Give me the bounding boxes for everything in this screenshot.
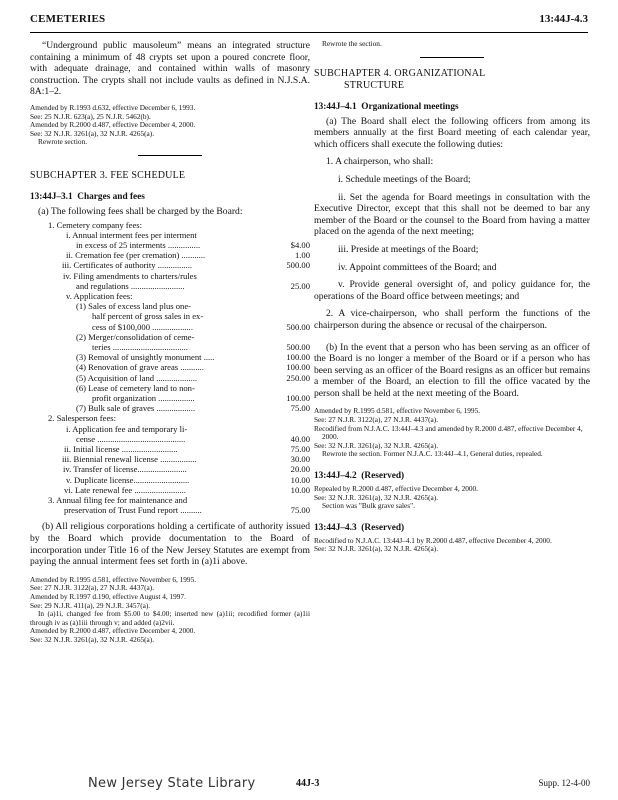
duty-item: v. Provide general oversight of, and policy guidance for, the operations of the Board office between meetings; and <box>314 279 590 302</box>
fee-label: cense ......................................... <box>76 433 186 444</box>
section-heading <box>314 523 590 533</box>
duty-item: iii. Preside at meetings of the Board; <box>338 243 479 255</box>
fee-row <box>30 271 310 281</box>
fee-label: (6) Lease of cemetery land to non- <box>76 382 195 393</box>
history-line: Repealed by R.2000 d.487, effective December 4, 2000. <box>314 484 478 494</box>
fee-label: i. Application fee and temporary li- <box>66 423 188 434</box>
fee-row <box>30 424 310 434</box>
history-line: Amended by R.1997 d.190, effective August 4, 1997. <box>30 591 186 601</box>
right-column <box>314 40 590 554</box>
fee-label: ii. Cremation fee (per cremation) ........... <box>66 250 206 261</box>
duty-item: i. Schedule meetings of the Board; <box>338 173 471 185</box>
section-number: 13:44J–3.1 <box>30 191 73 202</box>
fee-amount <box>280 271 310 281</box>
fee-row <box>30 362 310 372</box>
history-line: Recodified from N.J.A.C. 13:44J–4.3 and amended by R.2000 d.487, effective December 4, 2000. <box>314 423 583 442</box>
fee-label: 1. Cemetery company fees: <box>48 219 143 230</box>
fee-label: (4) Renovation of grave areas ........... <box>76 362 204 373</box>
history-note-1 <box>30 104 310 147</box>
fee-label: preservation of Trust Fund report .......... <box>64 505 202 516</box>
fee-row <box>30 403 310 413</box>
fee-row <box>30 495 310 505</box>
history-line: See: 32 N.J.R. 3261(a), 32 N.J.R. 4265(a). <box>314 544 439 554</box>
duty-list <box>314 156 590 331</box>
fee-row <box>30 322 310 332</box>
fee-label: (3) Removal of unsightly monument ..... <box>76 352 215 363</box>
fee-row <box>30 281 310 291</box>
history-line: Rewrote section. <box>38 137 88 147</box>
fee-row <box>30 220 310 230</box>
history-line: Section was "Bulk grave sales". <box>322 501 415 511</box>
fee-label: v. Application fees: <box>66 290 133 301</box>
history-note-2 <box>30 576 310 645</box>
fee-row <box>30 332 310 342</box>
fee-amount: 500.00 <box>286 341 310 352</box>
fee-schedule-list <box>30 220 310 516</box>
fee-amount: 75.00 <box>290 444 310 454</box>
history-line: See: 27 N.J.R. 3122(a), 27 N.J.R. 4437(a). <box>314 415 439 425</box>
top-note: Rewrote the section. <box>322 39 382 48</box>
history-line: Amended by R.1995 d.581, effective November 6, 1995. <box>30 574 197 584</box>
subchapter-line: SUBCHAPTER 4. ORGANIZATIONAL <box>314 67 486 79</box>
header-left: CEMETERIES <box>30 13 106 25</box>
fee-amount: 100.00 <box>286 392 310 403</box>
fee-row <box>30 505 310 515</box>
fee-row <box>30 434 310 444</box>
history-line: Amended by R.2000 d.487, effective December 4, 2000. <box>30 120 196 130</box>
paragraph-b: (b) All religious corporations holding a certificate of authority issued by the Board which provide documentation to the Board of incorporation under Title 16 of the New Jersey Statutes are exempt from paying the annual interment fees set forth in (a)1i above. <box>30 521 310 568</box>
fee-amount <box>280 291 310 301</box>
fee-amount: 75.00 <box>290 505 310 516</box>
fee-amount <box>280 230 310 240</box>
section-title: (Reserved) <box>361 522 405 533</box>
fee-row <box>30 485 310 495</box>
fee-row <box>30 260 310 270</box>
fee-label: i. Annual interment fees per interment <box>66 229 197 240</box>
divider <box>138 155 202 156</box>
page-footer <box>0 776 618 796</box>
fee-row <box>30 230 310 240</box>
history-line: Amended by R.2000 d.487, effective December 4, 2000. <box>30 626 196 636</box>
section-number: 13:44J–4.3 <box>314 522 357 533</box>
subchapter-line: STRUCTURE <box>344 79 405 91</box>
fee-row <box>30 475 310 485</box>
fee-label: iv. Filing amendments to charters/rules <box>63 270 197 281</box>
library-stamp: New Jersey State Library <box>88 776 256 791</box>
supplement-date: Supp. 12-4-00 <box>538 778 590 788</box>
fee-amount: 25.00 <box>290 280 310 291</box>
fee-amount: 500.00 <box>286 260 310 271</box>
fee-amount <box>280 424 310 434</box>
fee-row <box>30 301 310 311</box>
fee-amount: 250.00 <box>286 372 310 383</box>
fee-label: v. Duplicate license.......................... <box>66 474 190 485</box>
fee-amount <box>280 495 310 505</box>
fee-amount <box>280 301 310 311</box>
paragraph-a: (a) The Board shall elect the following officers from among its members annually at the first Board meeting of each calendar year, which officers shall execute the following duties: <box>314 115 590 150</box>
fee-label: (5) Acquisition of land ................... <box>76 372 198 383</box>
fee-row <box>30 311 310 321</box>
fee-label: 3. Annual filing fee for maintenance and <box>48 495 188 506</box>
history-line: See: 32 N.J.R. 3261(a), 32 N.J.R. 4265(a). <box>314 440 439 450</box>
fee-row <box>30 413 310 423</box>
fee-amount: 20.00 <box>290 464 310 475</box>
fee-label: vi. Late renewal fee ........................ <box>64 484 186 495</box>
fee-amount <box>280 220 310 230</box>
fee-amount: 500.00 <box>286 321 310 332</box>
page-number: 44J-3 <box>296 778 320 789</box>
fee-row <box>30 393 310 403</box>
fee-amount: 75.00 <box>290 403 310 414</box>
fee-label: (2) Merger/consolidation of ceme- <box>76 331 195 342</box>
duty-item: 2. A vice-chairperson, who shall perform the functions of the chairperson during the absence or recusal of the chairperson. <box>314 308 590 331</box>
fee-label: iv. Transfer of license....................... <box>63 464 187 475</box>
history-note-1 <box>314 407 590 459</box>
fee-amount <box>280 413 310 423</box>
section-number: 13:44J–4.2 <box>314 471 357 482</box>
fee-label: and regulations ......................... <box>76 280 185 291</box>
fee-label: teries ................................... <box>92 341 188 352</box>
fee-row <box>30 342 310 352</box>
fee-row <box>30 291 310 301</box>
subchapter-heading: SUBCHAPTER 3. FEE SCHEDULE <box>30 169 186 181</box>
fee-label: iii. Certificates of authority ................ <box>62 260 193 271</box>
fee-amount <box>280 311 310 321</box>
intro-paragraph: “Underground public mausoleum” means an integrated structure containing a minimum of 48 crypts set upon a poured concrete floor, with adequate drainage, and contained within walls of masonry construction. The crypts shall not include vaults as defined in N.J.S.A. 8A:1–2. <box>30 40 310 98</box>
history-line: Amended by R.1995 d.581, effective November 6, 1995. <box>314 406 481 416</box>
left-column <box>30 40 310 645</box>
history-line: See: 32 N.J.R. 3261(a), 32 N.J.R. 4265(a). <box>314 492 439 502</box>
section-title: Organizational meetings <box>361 101 459 112</box>
section-heading <box>30 192 310 202</box>
running-header <box>30 10 588 33</box>
fee-label: iii. Biennial renewal license ................. <box>62 454 197 465</box>
section-number: 13:44J–4.1 <box>314 101 357 112</box>
section-heading <box>314 102 590 112</box>
fee-row <box>30 352 310 362</box>
history-line: See: 27 N.J.R. 3122(a), 27 N.J.R. 4437(a). <box>30 583 155 593</box>
fee-amount: 10.00 <box>290 484 310 495</box>
history-line: Recodified to N.J.A.C. 13:44J–4.1 by R.2000 d.487, effective December 4, 2000. <box>314 535 552 545</box>
fee-label: (1) Sales of excess land plus one- <box>76 301 192 312</box>
fee-row <box>30 454 310 464</box>
fee-amount <box>280 332 310 342</box>
fee-row <box>30 240 310 250</box>
fee-label: cess of $100,000 ................... <box>92 321 193 332</box>
fee-row <box>30 464 310 474</box>
history-line: See: 25 N.J.R. 623(a), 25 N.J.R. 5462(b). <box>30 111 151 121</box>
fee-row <box>30 383 310 393</box>
duty-item: iv. Appoint committees of the Board; and <box>338 261 497 273</box>
divider <box>420 57 484 58</box>
section-heading <box>314 471 590 481</box>
history-line: See: 32 N.J.R. 3261(a), 32 N.J.R. 4265(a). <box>30 128 155 138</box>
history-line: See: 29 N.J.R. 411(a), 29 N.J.R. 3457(a). <box>30 600 151 610</box>
fee-label: 2. Salesperson fees: <box>48 413 117 424</box>
header-right: 13:44J-4.3 <box>539 13 588 25</box>
history-line: See: 32 N.J.R. 3261(a), 32 N.J.R. 4265(a). <box>30 634 155 644</box>
fee-amount: 40.00 <box>290 433 310 444</box>
history-note-3 <box>314 537 590 554</box>
fee-amount: 100.00 <box>286 352 310 363</box>
fee-label: (7) Bulk sale of graves .................. <box>76 403 196 414</box>
duty-item: ii. Set the agenda for Board meetings in consultation with the Executive Director, except that this shall not be deemed to bar any member of the Board or the counsel to the Board from having a matter placed on the agenda of the next meeting; <box>314 191 590 238</box>
history-line: Amended by R.1993 d.632, effective December 6, 1993. <box>30 102 196 112</box>
fee-label: half percent of gross sales in ex- <box>92 311 204 322</box>
history-note-2 <box>314 485 590 511</box>
fee-label: in excess of 25 interments ............... <box>76 239 201 250</box>
section-title: Charges and fees <box>77 191 145 202</box>
fee-row <box>30 373 310 383</box>
fee-row <box>30 250 310 260</box>
fee-label: profit organization ................. <box>92 392 195 403</box>
fee-amount: $4.00 <box>290 239 310 250</box>
history-line: Rewrote the section. Former N.J.A.C. 13:44J–4.1, General duties, repealed. <box>322 449 543 459</box>
fee-amount <box>280 383 310 393</box>
subchapter-heading <box>314 68 590 92</box>
fee-row <box>30 444 310 454</box>
fee-lead: (a) The following fees shall be charged by the Board: <box>38 205 243 217</box>
fee-amount: 30.00 <box>290 454 310 465</box>
fee-amount: 10.00 <box>290 474 310 485</box>
fee-amount: 100.00 <box>286 362 310 373</box>
fee-label: ii. Initial license .......................... <box>64 444 178 454</box>
history-line: In (a)1i, changed fee from $5.00 to $4.00; inserted new (a)1ii; recodified former (a)1ii through iv as (a)1iii through v; and added (a)2vii. <box>30 609 310 627</box>
fee-amount: 1.00 <box>294 250 310 261</box>
duty-item: 1. A chairperson, who shall: <box>326 156 434 168</box>
section-title: (Reserved) <box>361 471 405 482</box>
paragraph-b: (b) In the event that a person who has been serving as an officer of the Board is no longer a member of the Board or if a person who has been serving as an officer of the Board resigns as an officer but remains a member of the Board, an election to fill the office vacated by the person shall be held at the next meeting of the Board. <box>314 341 590 399</box>
